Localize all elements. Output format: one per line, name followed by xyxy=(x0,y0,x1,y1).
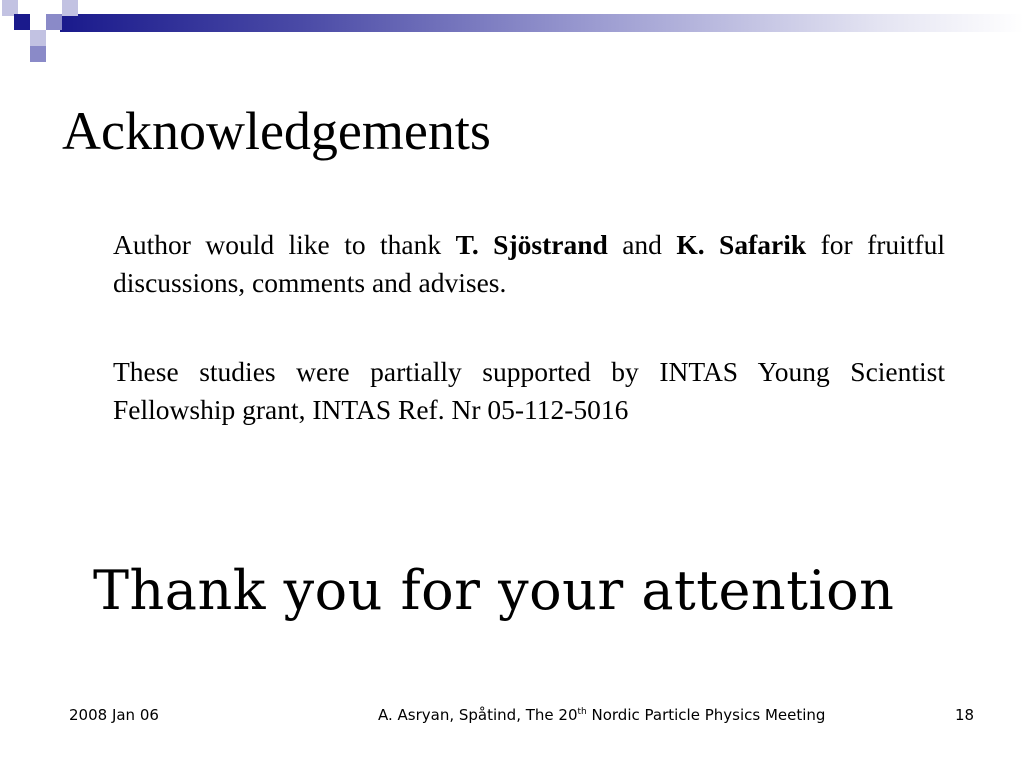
slide-title: Acknowledgements xyxy=(62,101,491,161)
header-gradient-bar xyxy=(60,14,1024,32)
paragraph-text: Author would like to thank xyxy=(113,229,456,260)
footer-date: 2008 Jan 06 xyxy=(69,706,159,724)
footer-event-text: A. Asryan, Spåtind, The 20 xyxy=(378,706,578,724)
header-square-deco xyxy=(30,30,46,46)
paragraph-text: and xyxy=(607,229,677,260)
footer-event-text: Nordic Particle Physics Meeting xyxy=(586,706,826,724)
closing-text: Thank you for your attention xyxy=(93,559,895,622)
header-square-deco xyxy=(30,46,46,62)
person-name: K. Safarik xyxy=(676,229,807,260)
person-name: T. Sjöstrand xyxy=(455,229,608,260)
footer-event-sup: th xyxy=(577,707,587,717)
header-square-deco xyxy=(62,0,78,16)
paragraph-text: for fruitful discussions, comments and advises. xyxy=(113,229,945,298)
header-square-deco xyxy=(14,14,30,30)
footer-event xyxy=(378,705,825,725)
page-number: 18 xyxy=(955,706,975,724)
header-square-deco xyxy=(46,14,62,30)
acknowledgement-paragraph xyxy=(113,226,945,302)
funding-paragraph: These studies were partially supported by INTAS Young Scientist Fellowship grant, INTAS Ref. Nr 05-112-5016 xyxy=(113,356,945,425)
